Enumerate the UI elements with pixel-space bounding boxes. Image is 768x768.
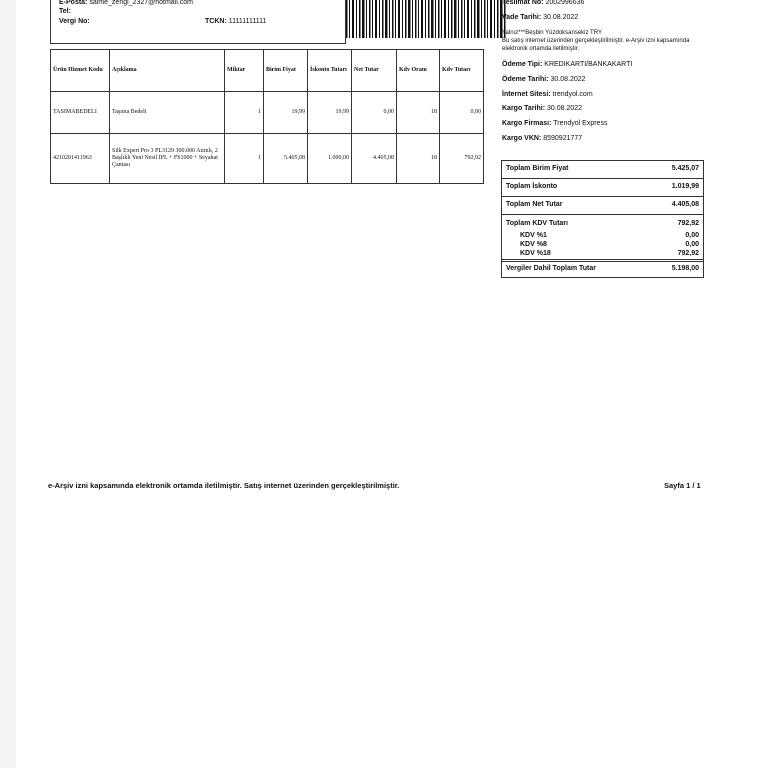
amount-text: Yalnız***Beşbin Yüzdoksansekiz TRY bbox=[502, 30, 602, 36]
cell-desc: Silk Expert Pro 3 PL3129 300.000 Atımlı, 2 Başlıklı Yeni Nesil IPL + FS1000 + Seyahat Çantası bbox=[110, 134, 225, 184]
pay-date-label: Ödeme Tarihi: bbox=[502, 76, 549, 83]
total-net-box bbox=[501, 196, 704, 215]
table-header-row bbox=[51, 50, 484, 92]
tckn-row bbox=[205, 17, 266, 26]
cell-unit-price: 19,99 bbox=[264, 92, 308, 134]
cell-desc: Taşıma Bedeli bbox=[110, 92, 225, 134]
vat1-row bbox=[502, 232, 703, 240]
tckn-label: TCKN: bbox=[205, 18, 227, 25]
cargo-company-label: Kargo Firması: bbox=[502, 120, 552, 127]
cell-code: 4210201411963 bbox=[51, 134, 110, 184]
cargo-company-row bbox=[502, 119, 607, 128]
total-net-value: 4.405,08 bbox=[671, 201, 699, 208]
vat8-row bbox=[502, 241, 703, 249]
items-table bbox=[50, 49, 484, 184]
delivery-label: Teslimat No: bbox=[502, 0, 544, 6]
total-vat-value: 792,92 bbox=[677, 220, 699, 227]
total-unit-row bbox=[502, 164, 703, 174]
total-discount-box bbox=[501, 178, 704, 197]
cell-code: TASIMABEDELI bbox=[51, 92, 110, 134]
total-vat-row bbox=[502, 219, 703, 229]
total-unit-box bbox=[501, 160, 704, 179]
tax-label: Vergi No: bbox=[59, 18, 90, 25]
site-row bbox=[502, 90, 593, 99]
cargo-vkn-label: Kargo VKN: bbox=[502, 135, 542, 142]
cell-vat-amount: 0,00 bbox=[440, 92, 484, 134]
email-label: E-Posta: bbox=[59, 0, 88, 6]
grand-total-label: Vergiler Dahil Toplam Tutar bbox=[506, 265, 596, 272]
vat18-label: KDV %18 bbox=[520, 250, 551, 257]
delivery-value: 2002996636 bbox=[545, 0, 585, 6]
total-discount-row bbox=[502, 182, 703, 192]
header-net: Net Tutar bbox=[352, 50, 397, 92]
pay-type-value: KREDIKARTI/BANKAKARTI bbox=[544, 61, 633, 68]
due-value: 30.08.2022 bbox=[543, 14, 579, 21]
grand-total-value: 5.198,00 bbox=[671, 265, 699, 272]
tckn-value: 11111111111 bbox=[228, 18, 267, 25]
total-vat-label: Toplam KDV Tutarı bbox=[506, 220, 568, 227]
header-vat-rate: Kdv Oranı bbox=[397, 50, 440, 92]
cell-discount: 19,99 bbox=[308, 92, 352, 134]
invoice-page bbox=[16, 0, 768, 768]
vat1-value: 0,00 bbox=[685, 232, 699, 239]
pay-type-label: Ödeme Tipi: bbox=[502, 61, 543, 68]
cell-unit-price: 5.405,08 bbox=[264, 134, 308, 184]
header-unit-price: Birim Fiyat bbox=[264, 50, 308, 92]
barcode-image bbox=[346, 0, 506, 38]
vat1-label: KDV %1 bbox=[520, 232, 547, 239]
delivery-row bbox=[502, 0, 584, 7]
header-code: Ürün Hizmet Kodu bbox=[51, 50, 110, 92]
total-unit-value: 5.425,07 bbox=[671, 165, 699, 172]
due-row bbox=[502, 13, 578, 22]
cell-net: 0,00 bbox=[352, 92, 397, 134]
due-label: Vade Tarihi: bbox=[502, 14, 542, 21]
phone-label: Tel: bbox=[59, 8, 71, 15]
total-unit-label: Toplam Birim Fiyat bbox=[506, 165, 569, 172]
pay-date-row bbox=[502, 75, 586, 84]
cell-vat-rate: 18 bbox=[397, 134, 440, 184]
cell-discount: 1.000,00 bbox=[308, 134, 352, 184]
cargo-vkn-row bbox=[502, 134, 582, 143]
cargo-date-label: Kargo Tarihi: bbox=[502, 105, 546, 112]
header-discount: İskonto Tutarı bbox=[308, 50, 352, 92]
email-row bbox=[59, 0, 193, 7]
total-net-label: Toplam Net Tutar bbox=[506, 201, 563, 208]
cell-vat-amount: 792,92 bbox=[440, 134, 484, 184]
total-vat-box bbox=[501, 214, 704, 262]
vat8-label: KDV %8 bbox=[520, 241, 547, 248]
cargo-date-row bbox=[502, 104, 582, 113]
vat8-value: 0,00 bbox=[685, 241, 699, 248]
vat18-value: 792,92 bbox=[677, 250, 699, 257]
grand-total-row bbox=[502, 264, 703, 274]
cell-vat-rate: 18 bbox=[397, 92, 440, 134]
grand-total-box bbox=[501, 260, 704, 278]
page-number: Sayfa 1 / 1 bbox=[664, 481, 701, 490]
cell-qty: 1 bbox=[225, 134, 264, 184]
email-value: saime_zengi_2327@hotmail.com bbox=[89, 0, 193, 6]
site-value: trendyol.com bbox=[552, 91, 593, 98]
cell-qty: 1 bbox=[225, 92, 264, 134]
site-label: İnternet Sitesi: bbox=[502, 91, 551, 98]
footer-note: e-Arşiv izni kapsamında elektronik ortamda iletilmiştir. Satış internet üzerinden gerçekleştirilmiştir. bbox=[48, 481, 400, 490]
customer-box bbox=[50, 0, 346, 44]
pay-type-row bbox=[502, 60, 632, 69]
pay-date-value: 30.08.2022 bbox=[550, 76, 586, 83]
total-discount-label: Toplam İskonto bbox=[506, 183, 558, 190]
info-note: Bu satış internet üzerinden gerçekleştirilmiştir. e-Arşiv izni kapsamında elektronik ortamda iletilmiştir. bbox=[502, 38, 690, 52]
cargo-company-value: Trendyol Express bbox=[553, 120, 608, 127]
table-row bbox=[51, 134, 484, 184]
vat18-row bbox=[502, 250, 703, 258]
cell-net: 4.405,08 bbox=[352, 134, 397, 184]
header-qty: Miktar bbox=[225, 50, 264, 92]
cargo-date-value: 30.08.2022 bbox=[547, 105, 583, 112]
table-row bbox=[51, 92, 484, 134]
total-discount-value: 1.019,99 bbox=[671, 183, 699, 190]
header-vat-amount: Kdv Tutarı bbox=[440, 50, 484, 92]
cargo-vkn-value: 8590921777 bbox=[543, 135, 583, 142]
header-desc: Açıklama bbox=[110, 50, 225, 92]
total-net-row bbox=[502, 200, 703, 210]
